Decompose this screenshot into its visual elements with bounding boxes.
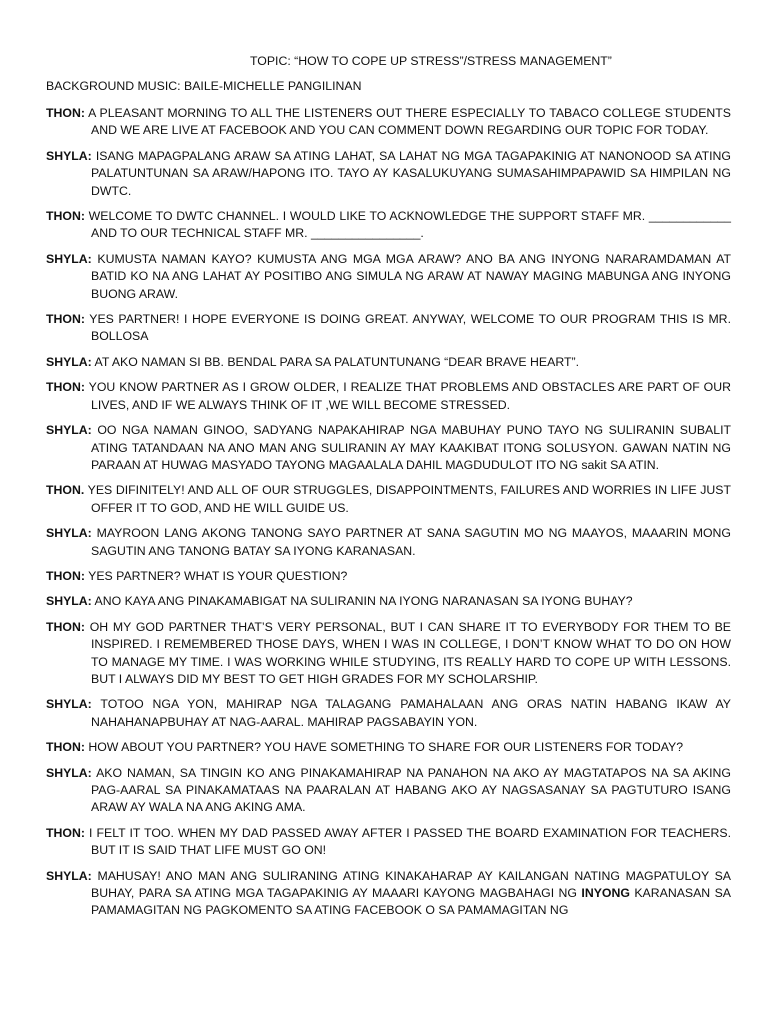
speaker-label: THON:: [46, 619, 85, 634]
dialogue-line: [46, 379, 731, 414]
speaker-label: THON.: [46, 483, 85, 498]
dialogue-text: OO NGA NAMAN GINOO, SADYANG NAPAKAHIRAP NGA MABUHAY PUNO TAYO NG SULIRANIN SUBALIT ATING TATANDAAN NA ANO MAN ANG SULIRANIN AY MAY KAAKIBAT ITONG SOLUSYON. GAWAN NATIN NG PARAAN AT HUWAG MASYADO TAYONG MAGAALALA DAHIL MAGDUDULOT ITO NG sakit SA ATIN.: [91, 423, 731, 472]
dialogue-text: OH MY GOD PARTNER THAT’S VERY PERSONAL, BUT I CAN SHARE IT TO EVERYBODY FOR THEM TO BE INSPIRED. I REMEMBERED THOSE DAYS, WHEN I WAS IN COLLEGE, I DON’T KNOW WHAT TO DO ON HOW TO MANAGE MY TIME. I WAS WORKING WHILE STUDYING, ITS REALLY HARD TO COPE UP WITH LESSONS. BUT I ALWAYS DID MY BEST TO GET HIGH GRADES FOR MY SCHOLARSHIP.: [89, 619, 732, 686]
dialogue-line: [46, 422, 731, 474]
dialogue-text: WELCOME TO DWTC CHANNEL. I WOULD LIKE TO ACKNOWLEDGE THE SUPPORT STAFF MR. ____________ AND TO OUR TECHNICAL STAFF MR. ________________.: [88, 209, 731, 241]
dialogue-line: [46, 619, 731, 689]
speaker-label: SHYLA:: [46, 423, 92, 438]
dialogue-line: [46, 105, 731, 140]
dialogue-text: I FELT IT TOO. WHEN MY DAD PASSED AWAY AFTER I PASSED THE BOARD EXAMINATION FOR TEACHERS. BUT IT IS SAID THAT LIFE MUST GO ON!: [89, 825, 732, 858]
speaker-label: THON:: [46, 740, 85, 755]
script-body: [46, 105, 731, 860]
dialogue-text: HOW ABOUT YOU PARTNER? YOU HAVE SOMETHING TO SHARE FOR OUR LISTENERS FOR TODAY?: [88, 740, 684, 755]
dialogue-text: YES PARTNER! I HOPE EVERYONE IS DOING GREAT. ANYWAY, WELCOME TO OUR PROGRAM THIS IS MR. BOLLOSA: [89, 312, 731, 344]
dialogue-text: AKO NAMAN, SA TINGIN KO ANG PINAKAMAHIRAP NA PANAHON NA AKO AY MAGTATAPOS NA SA AKING PAG-AARAL SA PINAKAMATAAS NA PAARALAN AT HABANG AKO AY NAGSASANAY SA PAGTUTURO ISANG ARAW AY WALA NA ANG AKING AMA.: [91, 765, 731, 815]
speaker-label: THON:: [46, 209, 85, 224]
dialogue-line: [46, 696, 731, 731]
speaker-label: THON:: [46, 825, 85, 840]
dialogue-text: YES PARTNER? WHAT IS YOUR QUESTION?: [88, 568, 348, 583]
dialogue-line: [46, 593, 731, 610]
dialogue-line: [46, 525, 731, 560]
dialogue-text: KUMUSTA NAMAN KAYO? KUMUSTA ANG MGA MGA ARAW? ANO BA ANG INYONG NARARAMDAMAN AT BATID KO NA ANG LAHAT AY POSITIBO ANG SIMULA NG ARAW AT NAWAY MAGING MABUNGA ANG INYONG BUONG ARAW.: [91, 251, 731, 301]
dialogue-line: [46, 354, 731, 371]
speaker-label: THON:: [46, 568, 85, 583]
speaker-label: SHYLA:: [46, 594, 92, 609]
dialogue-text: YES DIFINITELY! AND ALL OF OUR STRUGGLES, DISAPPOINTMENTS, FAILURES AND WORRIES IN LIFE JUST OFFER IT TO GOD, AND HE WILL GUIDE US.: [87, 483, 731, 515]
dialogue-text: ANO KAYA ANG PINAKAMABIGAT NA SULIRANIN NA IYONG NARANASAN SA IYONG BUHAY?: [94, 594, 633, 609]
dialogue-text: ISANG MAPAGPALANG ARAW SA ATING LAHAT, SA LAHAT NG MGA TAGAPAKINIG AT NANONOOD SA ATING PALATUNTUNAN SA ARAW/HAPONG ITO. TAYO AY KASALUKUYANG SUMASAHIMPAPAWID SA HIMPILAN NG DWTC.: [91, 148, 731, 198]
speaker-label: SHYLA:: [46, 251, 92, 266]
speaker-label: SHYLA:: [46, 697, 92, 712]
dialogue-text: AT AKO NAMAN SI BB. BENDAL PARA SA PALATUNTUNANG “DEAR BRAVE HEART”.: [94, 354, 580, 369]
dialogue-line: [46, 311, 731, 346]
dialogue-line: [46, 251, 731, 303]
dialogue-line: [46, 568, 731, 585]
dialogue-text: MAHUSAY! ANO MAN ANG SULIRANING ATING KINAKAHARAP AY KAILANGAN NATING MAGPATULOY SA BUHAY, PARA SA ATING MGA TAGAPAKINIG AY MAAARI KAYONG MAGBAHAGI NG: [91, 868, 732, 901]
dialogue-bold-word: INYONG: [581, 886, 630, 901]
dialogue-text: A PLEASANT MORNING TO ALL THE LISTENERS OUT THERE ESPECIALLY TO TABACO COLLEGE STUDENTS AND WE ARE LIVE AT FACEBOOK AND YOU CAN COMMENT DOWN REGARDING OUR TOPIC FOR TODAY.: [88, 106, 731, 138]
dialogue-line: [46, 765, 731, 817]
speaker-label: SHYLA:: [46, 148, 92, 163]
speaker-label: THON:: [46, 380, 85, 395]
dialogue-text: MAYROON LANG AKONG TANONG SAYO PARTNER AT SANA SAGUTIN MO NG MAAYOS, MAAARIN MONG SAGUTIN ANG TANONG BATAY SA IYONG KARANASAN.: [91, 526, 731, 558]
dialogue-text-continued: KARANASAN SA PAMAMAGITAN NG PAGKOMENTO SA ATING FACEBOOK O SA PAMAMAGITAN NG: [91, 886, 731, 918]
speaker-label: THON:: [46, 106, 85, 120]
dialogue-line: [46, 825, 731, 860]
dialogue-line: [46, 208, 731, 243]
dialogue-text: YOU KNOW PARTNER AS I GROW OLDER, I REALIZE THAT PROBLEMS AND OBSTACLES ARE PART OF OUR LIVES, AND IF WE ALWAYS THINK OF IT ,WE WILL BECOME STRESSED.: [88, 380, 731, 412]
speaker-label: SHYLA:: [46, 868, 92, 883]
speaker-label: SHYLA:: [46, 526, 92, 541]
dialogue-line: [46, 482, 731, 517]
document-topic: TOPIC: “HOW TO COPE UP STRESS”/STRESS MANAGEMENT”: [250, 54, 612, 68]
dialogue-line: [46, 148, 731, 200]
speaker-label: SHYLA:: [46, 765, 92, 780]
dialogue-text: TOTOO NGA YON, MAHIRAP NGA TALAGANG PAMAHALAAN ANG ORAS NATIN HABANG IKAW AY NAHAHANAPBUHAY AT NAG-AARAL. MAHIRAP PAGSABAYIN YON.: [91, 697, 731, 729]
dialogue-line: [46, 739, 731, 756]
dialogue-line-last: [46, 868, 731, 920]
background-music-line: BACKGROUND MUSIC: BAILE-MICHELLE PANGILINAN: [46, 79, 362, 93]
speaker-label: SHYLA:: [46, 354, 92, 369]
speaker-label: THON:: [46, 312, 85, 327]
